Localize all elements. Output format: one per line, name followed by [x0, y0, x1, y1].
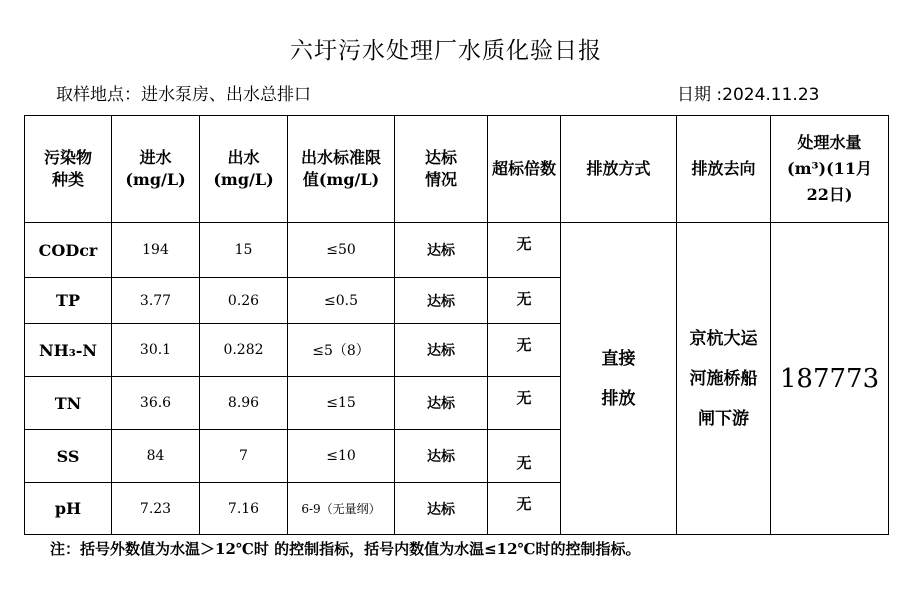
limit-cell: ≤50: [288, 223, 395, 278]
outflow-cell: 8.96: [200, 377, 288, 430]
status-cell: 达标: [395, 223, 488, 278]
treated-volume-cell: 187773: [771, 223, 889, 535]
limit-cell: ≤5（8）: [288, 324, 395, 377]
inflow-cell: 30.1: [112, 324, 200, 377]
over-multiple-cell: 无: [488, 483, 561, 535]
over-multiple-cell: 无: [488, 223, 561, 278]
inflow-cell: 84: [112, 430, 200, 483]
inflow-cell: 36.6: [112, 377, 200, 430]
over-multiple-cell: 无: [488, 324, 561, 377]
over-multiple-cell: 无: [488, 430, 561, 483]
header-inflow: 进水(mg/L): [112, 116, 200, 223]
status-cell: 达标: [395, 483, 488, 535]
outflow-cell: 0.26: [200, 278, 288, 324]
discharge-destination-cell: 京杭大运河施桥船闸下游: [677, 223, 771, 535]
param-cell: TP: [25, 278, 112, 324]
report-title: 六圩污水处理厂水质化验日报: [290, 38, 602, 64]
header-discharge-method: 排放方式: [561, 116, 677, 223]
limit-cell: ≤15: [288, 377, 395, 430]
outflow-cell: 7: [200, 430, 288, 483]
status-cell: 达标: [395, 278, 488, 324]
param-cell: CODcr: [25, 223, 112, 278]
over-multiple-cell: 无: [488, 377, 561, 430]
param-cell: SS: [25, 430, 112, 483]
water-quality-table: [24, 115, 889, 535]
outflow-cell: 7.16: [200, 483, 288, 535]
sampling-location: 取样地点：进水泵房、出水总排口: [56, 85, 311, 105]
inflow-cell: 194: [112, 223, 200, 278]
header-over-multiple: 超标倍数: [488, 116, 561, 223]
status-cell: 达标: [395, 430, 488, 483]
header-status: 达标情况: [395, 116, 488, 223]
report-date: 日期 :2024.11.23: [677, 85, 820, 105]
inflow-cell: 7.23: [112, 483, 200, 535]
status-cell: 达标: [395, 324, 488, 377]
param-cell: TN: [25, 377, 112, 430]
header-pollutant: 污染物种类: [25, 116, 112, 223]
inflow-cell: 3.77: [112, 278, 200, 324]
limit-cell: ≤10: [288, 430, 395, 483]
limit-cell: 6-9（无量纲）: [288, 483, 395, 535]
header-outflow: 出水(mg/L): [200, 116, 288, 223]
header-volume: 处理水量(m³)(11月22日): [771, 116, 889, 223]
footnote: 注：括号外数值为水温＞12℃时 的控制指标，括号内数值为水温≤12℃时的控制指标。: [50, 540, 641, 558]
header-limit: 出水标准限值(mg/L): [288, 116, 395, 223]
limit-cell: ≤0.5: [288, 278, 395, 324]
table-row: [25, 223, 889, 278]
status-cell: 达标: [395, 377, 488, 430]
param-cell: NH₃-N: [25, 324, 112, 377]
header-discharge-destination: 排放去向: [677, 116, 771, 223]
outflow-cell: 15: [200, 223, 288, 278]
discharge-method-cell: 直接排放: [561, 223, 677, 535]
param-cell: pH: [25, 483, 112, 535]
over-multiple-cell: 无: [488, 278, 561, 324]
outflow-cell: 0.282: [200, 324, 288, 377]
